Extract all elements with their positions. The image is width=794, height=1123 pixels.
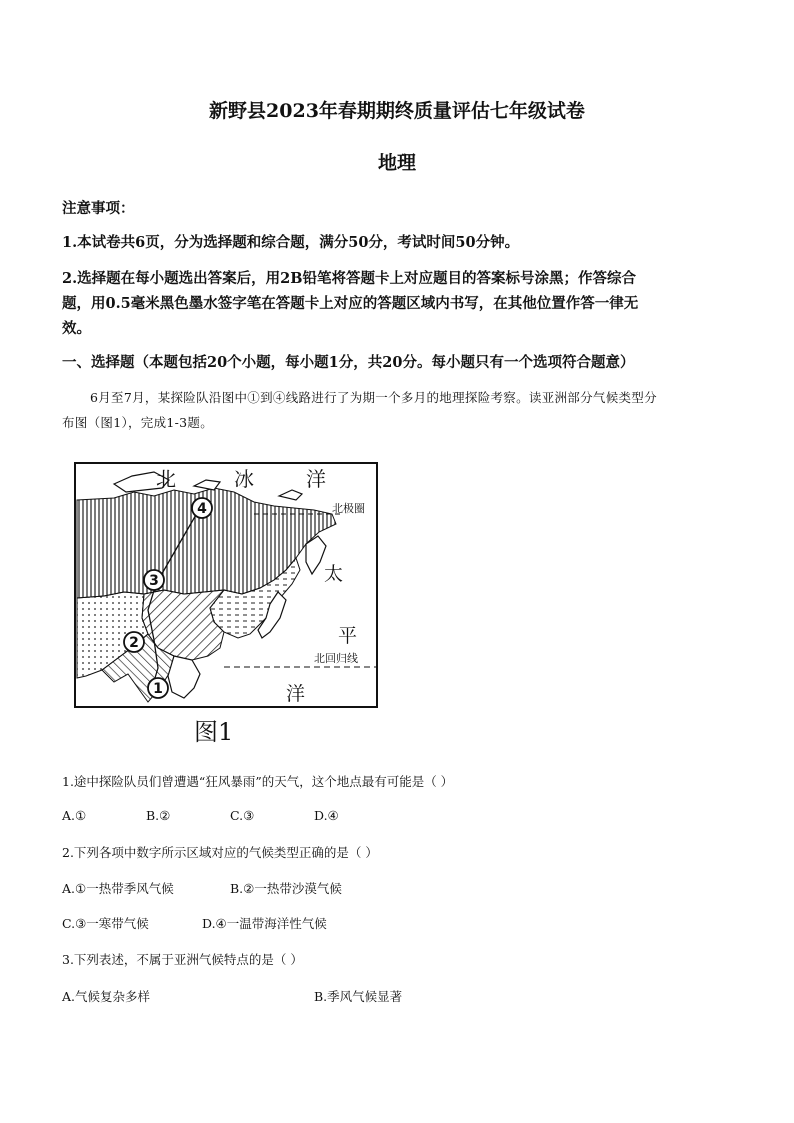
route-point-3 <box>144 570 164 590</box>
map-label-tropic: 北回归线 <box>314 652 358 665</box>
map-label-ice: 冰 <box>234 467 254 491</box>
subject-title: 地理 <box>377 152 416 174</box>
route-point-2 <box>124 632 144 652</box>
q2-option-a: A.①一热带季风气候 <box>62 881 174 896</box>
note-item-1: 1.本试卷共6页，分为选择题和综合题，满分50分，考试时间50分钟。 <box>62 234 520 251</box>
q2-option-d: D.④一温带海洋性气候 <box>202 916 327 931</box>
q1-option-c: C.③ <box>230 808 255 823</box>
map-label-tai: 太 <box>324 563 344 585</box>
map-label-ping: 平 <box>338 625 358 647</box>
intro-line-2: 布图（图1），完成1-3题。 <box>62 415 214 430</box>
note-item-2-line-3: 效。 <box>62 320 91 337</box>
svg-text:2: 2 <box>129 635 139 651</box>
q2-option-c: C.③一寒带气候 <box>62 916 149 931</box>
q2-option-b: B.②一热带沙漠气候 <box>230 881 342 896</box>
q1-option-d: D.④ <box>314 808 339 823</box>
question-1-stem: 1.途中探险队员们曾遭遇“狂风暴雨”的天气，这个地点最有可能是（ ） <box>62 774 454 789</box>
map-label-north: 北 <box>156 467 176 491</box>
q1-option-b: B.② <box>146 808 171 823</box>
figure-caption: 图1 <box>194 718 234 746</box>
q3-option-b: B.季风气候显著 <box>314 989 403 1004</box>
question-3-stem: 3.下列表述，不属于亚洲气候特点的是（ ） <box>62 952 303 967</box>
intro-line-1: 6月至7月，某探险队沿图中①到④线路进行了为期一个多月的地理探险考察。读亚洲部分气候类型分 <box>90 390 657 405</box>
map-label-ocean-bottom: 洋 <box>286 683 306 705</box>
note-item-2-line-2: 题，用0.5毫米黑色墨水签字笔在答题卡上对应的答题区域内书写，在其他位置作答一律无 <box>62 295 639 312</box>
question-2-stem: 2.下列各项中数字所示区域对应的气候类型正确的是（ ） <box>62 845 378 860</box>
svg-text:4: 4 <box>197 501 207 517</box>
q3-option-a: A.气候复杂多样 <box>62 989 151 1004</box>
svg-text:1: 1 <box>153 681 163 697</box>
q1-option-a: A.① <box>62 808 87 823</box>
svg-text:3: 3 <box>149 573 159 589</box>
exam-title: 新野县2023年春期期终质量评估七年级试卷 <box>209 100 585 122</box>
route-point-4 <box>192 498 212 518</box>
route-point-1 <box>148 678 168 698</box>
map-label-arctic-circle: 北极圈 <box>332 502 365 515</box>
section-heading: 一、选择题（本题包括20个小题，每小题1分，共20分。每小题只有一个选项符合题意） <box>62 354 635 371</box>
map-label-ocean-top: 洋 <box>306 467 326 491</box>
notes-heading: 注意事项： <box>62 200 135 217</box>
note-item-2-line-1: 2.选择题在每小题选出答案后，用2B铅笔将答题卡上对应题目的答案标号涂黑；作答综合 <box>62 270 636 287</box>
climate-map-figure <box>74 462 378 708</box>
